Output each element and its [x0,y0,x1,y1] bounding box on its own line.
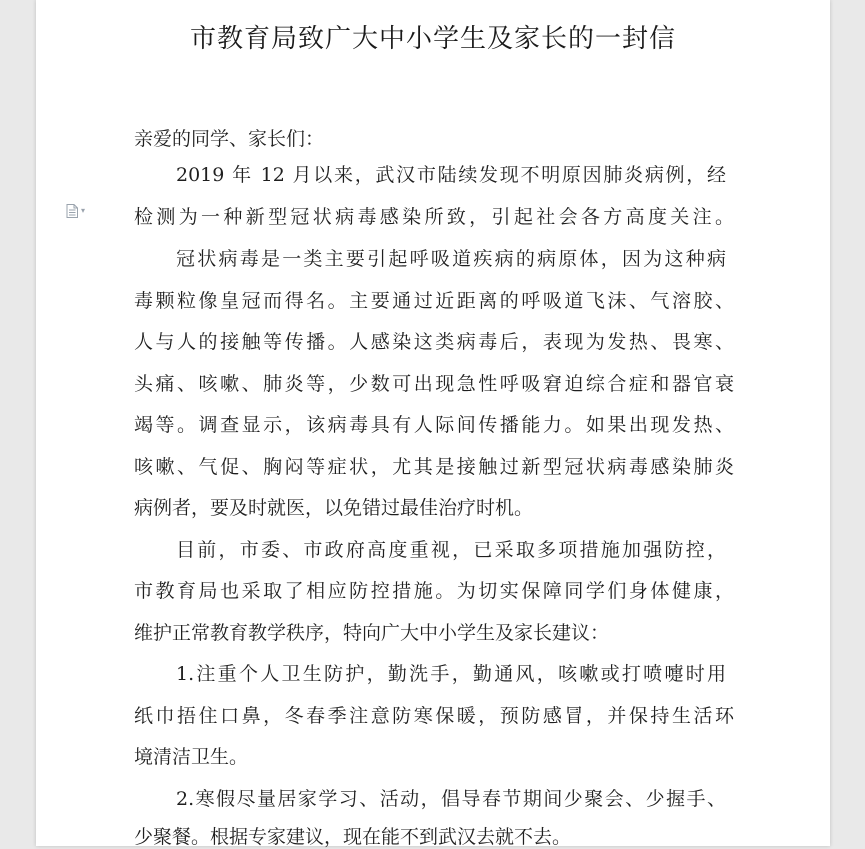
text-line: 境清洁卫生。 [134,746,249,768]
text-line: 市教育局也采取了相应防控措施。为切实保障同学们身体健康， [134,580,734,602]
paragraph-options[interactable] [66,204,88,218]
text-line: 目前，市委、市政府高度重视，已采取多项措施加强防控， [176,539,726,561]
text-line: 竭等。调查显示，该病毒具有人际间传播能力。如果出现发热、 [134,414,734,436]
text-line: 纸巾捂住口鼻，冬春季注意防寒保暖，预防感冒，并保持生活环 [134,705,734,727]
text-line: 毒颗粒像皇冠而得名。主要通过近距离的呼吸道飞沫、气溶胶、 [134,290,734,312]
text-line: 维护正常教育教学秩序，特向广大中小学生及家长建议： [134,622,610,644]
text-line: 少聚餐。根据专家建议，现在能不到武汉去就不去。 [134,826,572,848]
document-icon [66,204,78,218]
text-line: 人与人的接触等传播。人感染这类病毒后，表现为发热、畏寒、 [134,331,734,353]
chevron-down-icon: ▾ [81,206,86,215]
text-line: 冠状病毒是一类主要引起呼吸道疾病的病原体，因为这种病 [176,248,726,270]
salutation: 亲爱的同学、家长们： [134,128,325,150]
text-line: 1.注重个人卫生防护，勤洗手，勤通风，咳嗽或打喷嚏时用 [176,663,726,685]
text-line: 2019 年 12 月以来，武汉市陆续发现不明原因肺炎病例，经 [176,164,726,186]
text-line: 头痛、咳嗽、肺炎等，少数可出现急性呼吸窘迫综合症和器官衰 [134,373,734,395]
text-line: 2.寒假尽量居家学习、活动，倡导春节期间少聚会、少握手、 [176,788,726,810]
text-line: 病例者，要及时就医，以免错过最佳治疗时机。 [134,497,534,519]
page-title: 市教育局致广大中小学生及家长的一封信 [189,24,676,54]
text-line: 检测为一种新型冠状病毒感染所致，引起社会各方高度关注。 [134,206,734,228]
text-line: 咳嗽、气促、胸闷等症状，尤其是接触过新型冠状病毒感染肺炎 [134,456,734,478]
document-page [36,0,830,846]
